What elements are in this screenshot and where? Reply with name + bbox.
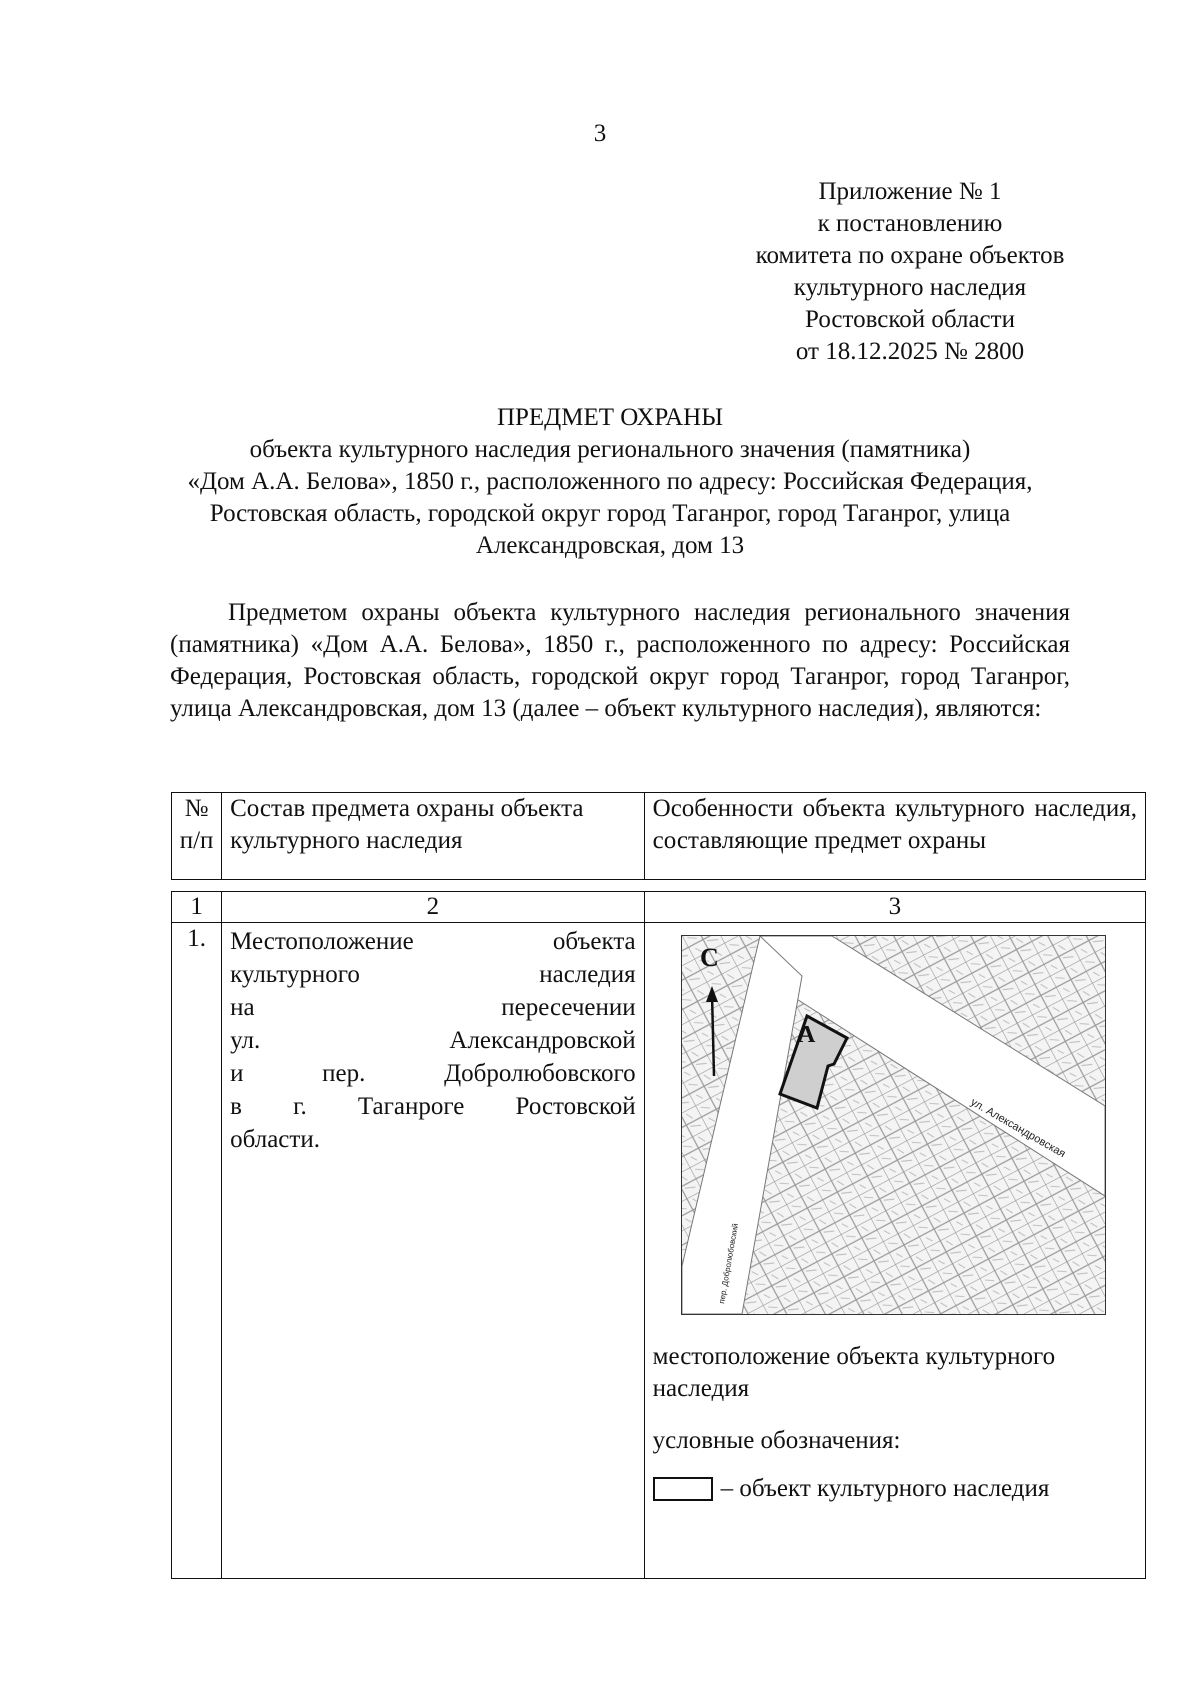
appendix-line: Приложение № 1 [818,178,1002,205]
row-number: 1. [172,923,222,1579]
legend-box-icon [653,1477,713,1501]
title-subline: Александровская, дом 13 [475,532,745,559]
appendix-line: комитета по охране объектов [755,242,1065,269]
header-number: № п/п [172,793,222,880]
composition-line: и пер. Добролюбовского [230,1060,636,1087]
title-subline: объекта культурного наследия регионального значения (памятника) [249,436,971,463]
header-features: Особенности объекта культурного наследия, составляющие предмет охраны [644,793,1145,880]
composition-text [230,923,636,1156]
object-label: А [797,1022,815,1048]
title-subline: «Дом А.А. Белова», 1850 г., расположенного по адресу: Российская Федерация, [187,468,1033,495]
column-number: 3 [644,892,1145,923]
composition-cell [222,923,645,1579]
features-cell [644,923,1145,1579]
appendix-line: от 18.12.2025 № 2800 [795,338,1025,365]
street-label-main: ул. Александровская [968,1096,1068,1161]
column-number-row [172,892,1146,923]
composition-line: ул. Александровской [230,1027,636,1054]
column-number: 2 [222,892,645,923]
intro-paragraph: Предметом охраны объекта культурного наследия регионального значения (памятника) «Дом А.А. Белова», 1850 г., расположенного по адресу: Российская Федерация, Ростовская область, городской округ город Таганрог, город Таганрог, улица Александровская, дом 13 (далее – объект культурного наследия), являются: [170,599,1070,722]
street-label-side: пер. Добролюбовский [716,1222,740,1305]
legend-item [653,1473,1137,1505]
map-caption: местоположение объекта культурного наследия [652,1343,1056,1402]
document-title-block [150,402,1070,562]
document-title: ПРЕДМЕТ ОХРАНЫ [496,404,724,431]
header-table [171,792,1146,880]
protection-table [171,891,1146,1579]
composition-line: Местоположение объекта [230,928,636,955]
location-map [681,935,1106,1315]
legend-title: условные обозначения: [652,1427,901,1454]
page-number: 3 [593,120,607,147]
composition-line: области. [230,1126,320,1153]
north-label: С [699,943,719,972]
appendix-line: Ростовской области [805,306,1015,333]
composition-line: на пересечении [230,994,636,1021]
composition-line: в г. Таганроге Ростовской [230,1093,636,1120]
header-composition: Состав предмета охраны объекта культурного наследия [222,793,645,880]
legend-label: – объект культурного наследия [720,1475,1050,1502]
table-row [172,923,1146,1579]
title-subline: Ростовская область, городской округ город Таганрог, город Таганрог, улица [209,500,1011,527]
appendix-line: к постановлению [817,210,1003,237]
appendix-line: культурного наследия [793,274,1027,301]
appendix-block [730,176,1090,368]
composition-line: культурного наследия [230,961,636,988]
column-number: 1 [172,892,222,923]
